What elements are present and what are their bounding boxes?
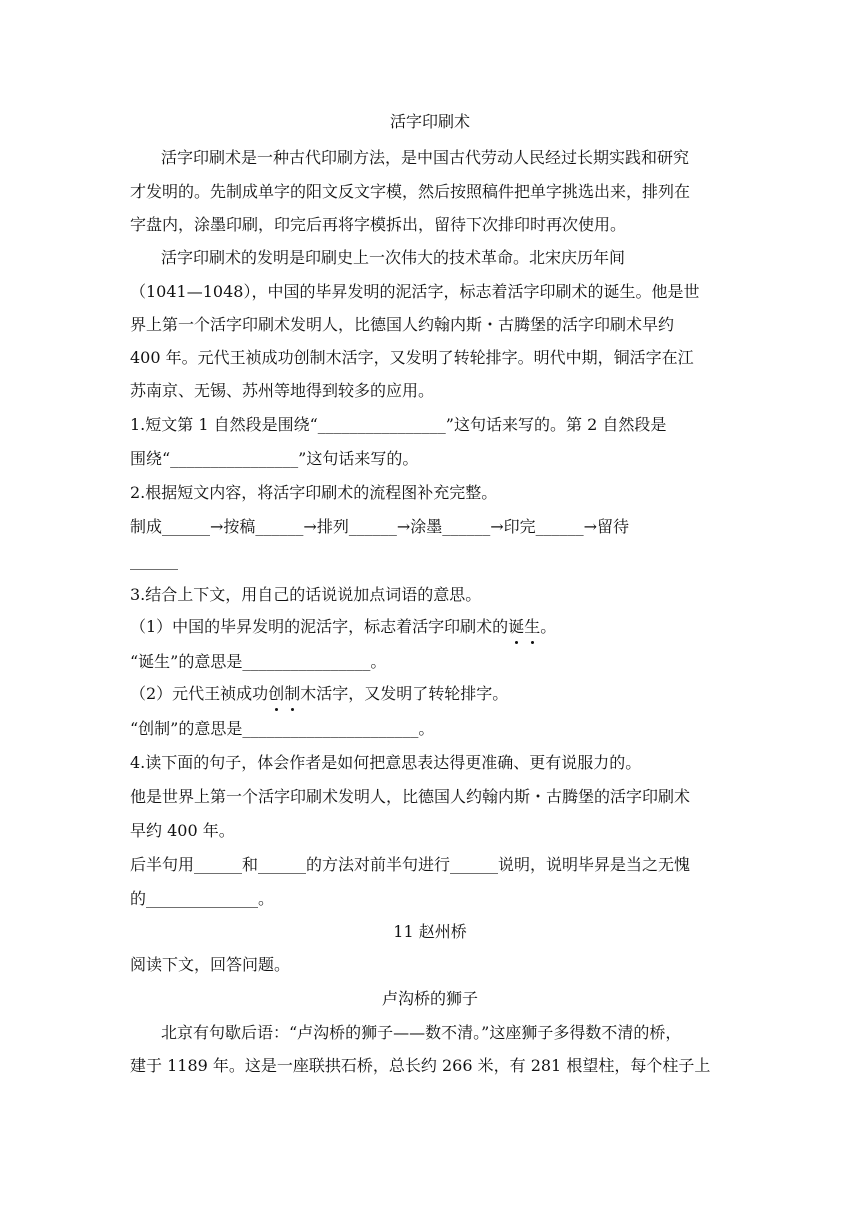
question-3-sentence-2 <box>130 682 508 706</box>
passage-paragraph-2-line: （1041—1048），中国的毕昇发明的泥活字，标志着活字印刷术的诞生。他是世 <box>130 282 700 301</box>
reading-paragraph-line: 北京有句歇后语：“卢沟桥的狮子——数不清。”这座狮子多得数不清的桥， <box>161 1023 682 1042</box>
passage-paragraph-1-line: 字盘内，涂墨印刷，印完后再将字模拆出，留待下次排印时再次使用。 <box>130 215 627 234</box>
question-4-fill-line: 的______________。 <box>130 889 275 908</box>
section-heading: 11 赵州桥 <box>393 922 467 941</box>
passage-paragraph-2-line: 苏南京、无锡、苏州等地得到较多的应用。 <box>130 381 435 400</box>
question-3-answer-1: “诞生”的意思是________________。 <box>130 652 387 671</box>
question-4-prompt: 4.读下面的句子，体会作者是如何把意思表达得更准确、更有说服力的。 <box>130 753 642 772</box>
passage-paragraph-1-line: 才发明的。先制成单字的阳文反文字模，然后按照稿件把单字挑选出来，排列在 <box>130 182 691 201</box>
sentence-1-text: （1）中国的毕昇发明的泥活字，标志着活字印刷术的 <box>130 617 509 636</box>
passage-title: 活字印刷术 <box>389 112 470 131</box>
passage-paragraph-2-line: 活字印刷术的发明是印刷史上一次伟大的技术革命。北宋庆历年间 <box>161 248 626 267</box>
question-3-prompt: 3.结合上下文，用自己的话说说加点词语的意思。 <box>130 585 482 604</box>
sentence-1-end: 。 <box>540 617 557 636</box>
section-instruction: 阅读下文，回答问题。 <box>130 955 291 974</box>
dotted-char: 生 <box>524 615 540 639</box>
dotted-char: 创 <box>268 682 284 706</box>
question-4-quote: 早约 400 年。 <box>130 821 235 840</box>
dotted-char: 诞 <box>508 615 524 639</box>
question-2-prompt: 2.根据短文内容，将活字印刷术的流程图补充完整。 <box>130 483 498 502</box>
sentence-2-text: （2）元代王祯成功 <box>130 684 269 703</box>
question-2-flowchart: 制成______→按稿______→排列______→涂墨______→印完______→留待 <box>130 517 630 536</box>
question-3-answer-2: “创制”的意思是______________________。 <box>130 719 435 738</box>
reading-title: 卢沟桥的狮子 <box>381 989 478 1008</box>
question-1-line: 围绕“________________”这句话来写的。 <box>130 449 419 468</box>
question-4-fill-line: 后半句用______和______的方法对前半句进行______说明，说明毕昇是当之无愧 <box>130 855 691 874</box>
passage-paragraph-1-line: 活字印刷术是一种古代印刷方法，是中国古代劳动人民经过长期实践和研究 <box>161 148 690 167</box>
passage-paragraph-2-line: 400 年。元代王祯成功创制木活字，又发明了转轮排字。明代中期，铜活字在江 <box>130 348 694 367</box>
question-2-flowchart-end: ______ <box>130 551 178 570</box>
passage-paragraph-2-line: 界上第一个活字印刷术发明人，比德国人约翰内斯・古腾堡的活字印刷术早约 <box>130 315 675 334</box>
sentence-2-end: 木活字，又发明了转轮排字。 <box>300 684 509 703</box>
question-3-sentence-1 <box>130 615 556 639</box>
dotted-char: 制 <box>284 682 300 706</box>
question-4-quote: 他是世界上第一个活字印刷术发明人，比德国人约翰内斯・古腾堡的活字印刷术 <box>130 787 691 806</box>
question-1-line: 1.短文第 1 自然段是围绕“________________”这句话来写的。第 2 自然段是 <box>130 415 667 434</box>
reading-paragraph-line: 建于 1189 年。这是一座联拱石桥，总长约 266 米，有 281 根望柱，每个柱子上 <box>130 1056 711 1075</box>
